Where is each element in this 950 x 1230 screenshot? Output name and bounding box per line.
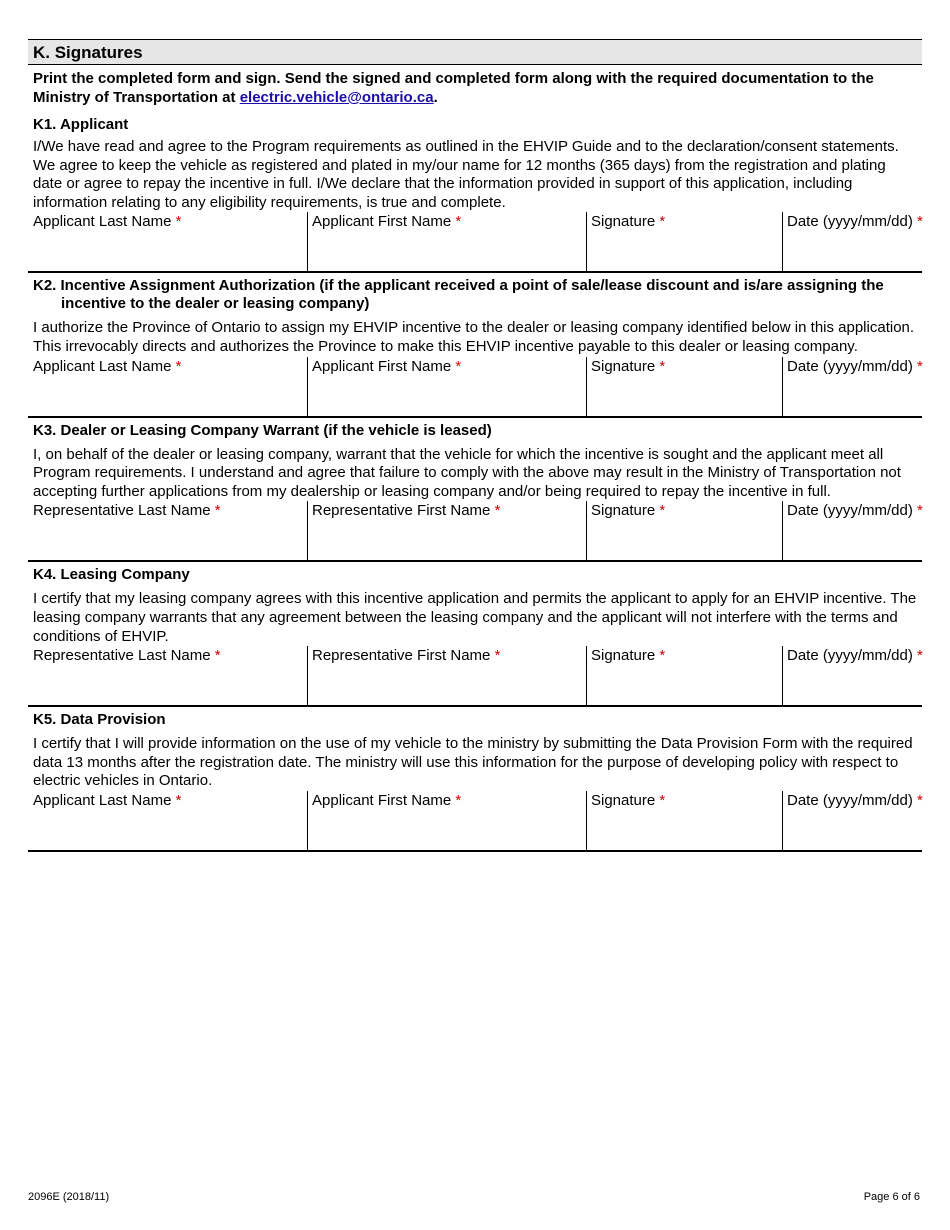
required-mark: * (917, 791, 923, 809)
field-label: Applicant Last Name (33, 213, 172, 231)
field-label: Applicant First Name (312, 357, 452, 375)
k3-signature-field[interactable] (586, 501, 782, 560)
page-number: Page 6 of 6 (863, 1191, 920, 1203)
k5-body: I certify that I will provide information on the use of my vehicle to the ministry by submitting the Data Provision Form with the required data 13 months after the registration date. The ministry will use this information for the purpose of developing policy with respect to electric vehicles in Ontario. (33, 735, 913, 790)
k4-date-field[interactable] (782, 646, 922, 705)
k5-title: K5. Data Provision (33, 711, 166, 729)
k2-body: I authorize the Province of Ontario to assign my EHVIP incentive to the dealer or leasing company identified below in this application. This irrevocably directs and authorizes the Province to make this EHVIP incentive payable to this dealer or leasing company. (33, 319, 915, 355)
field-label: Signature (591, 502, 656, 520)
k5-first-name-field[interactable] (307, 791, 586, 850)
k3-date-field[interactable] (782, 501, 922, 560)
k3-title: K3. Dealer or Leasing Company Warrant (if the vehicle is leased) (33, 421, 492, 439)
k2-last-name-field[interactable] (28, 357, 307, 416)
field-label: Applicant Last Name (33, 357, 172, 375)
k1-first-name-field[interactable] (307, 212, 586, 271)
required-mark: * (659, 213, 666, 231)
form-number: 2096E (2018/11) (28, 1191, 110, 1203)
required-mark: * (917, 647, 923, 665)
field-label: Applicant First Name (312, 791, 452, 809)
field-label: Applicant First Name (312, 213, 452, 231)
intro-instructions (28, 65, 922, 107)
k4-first-name-field[interactable] (307, 646, 586, 705)
k4-title: K4. Leasing Company (33, 566, 190, 584)
k5-signature-field[interactable] (586, 791, 782, 850)
field-label: Representative First Name (312, 502, 491, 520)
intro-end: . (433, 89, 438, 106)
field-label: Representative Last Name (33, 502, 211, 520)
signatures-form (28, 39, 922, 852)
k4-signature-row (28, 646, 922, 707)
k2-signature-row (28, 357, 922, 418)
required-mark: * (494, 502, 501, 520)
field-label: Applicant Last Name (33, 791, 172, 809)
required-mark: * (455, 791, 462, 809)
k1-last-name-field[interactable] (28, 212, 307, 271)
required-mark: * (659, 502, 666, 520)
k2-date-field[interactable] (782, 357, 922, 416)
field-label: Signature (591, 213, 656, 231)
section-title: K. Signatures (28, 39, 922, 65)
k3-last-name-field[interactable] (28, 501, 307, 560)
required-mark: * (175, 357, 182, 375)
k1-body: I/We have read and agree to the Program requirements as outlined in the EHVIP Guide and to the declaration/consent statements. We agree to keep the vehicle as registered and plated in my/our name for 12 months (365 days) from the registration and plating date or agree to repay the incentive in full. I/We declare that the information provided in support of this application, including information relating to any eligibility requirements, is true and complete. (33, 138, 899, 211)
field-label: Signature (591, 647, 656, 665)
required-mark: * (175, 791, 182, 809)
k1-signature-row (28, 212, 922, 273)
k1-date-field[interactable] (782, 212, 922, 271)
k3-body: I, on behalf of the dealer or leasing company, warrant that the vehicle for which the incentive is sought and the applicant meet all Program requirements. I understand and agree that failure to comply with the above may result in the Ministry of Transportation not accepting further applications from my dealership or leasing company and/or being required to repay the incentive in full. (33, 445, 901, 500)
k2-signature-field[interactable] (586, 357, 782, 416)
k2-first-name-field[interactable] (307, 357, 586, 416)
k1-signature-field[interactable] (586, 212, 782, 271)
field-label: Date (yyyy/mm/dd) (787, 647, 913, 665)
field-label: Representative Last Name (33, 647, 211, 665)
required-mark: * (659, 357, 666, 375)
intro-text: Print the completed form and sign. Send the signed and completed form along with the required documentation to the Ministry of Transportation at (33, 70, 874, 106)
required-mark: * (455, 357, 462, 375)
required-mark: * (659, 791, 666, 809)
field-label: Date (yyyy/mm/dd) (787, 357, 913, 375)
field-label: Date (yyyy/mm/dd) (787, 502, 913, 520)
required-mark: * (659, 647, 666, 665)
k5-signature-row (28, 791, 922, 852)
required-mark: * (917, 357, 923, 375)
k3-first-name-field[interactable] (307, 501, 586, 560)
required-mark: * (917, 502, 923, 520)
required-mark: * (494, 647, 501, 665)
required-mark: * (214, 502, 221, 520)
field-label: Signature (591, 791, 656, 809)
k4-last-name-field[interactable] (28, 646, 307, 705)
email-link[interactable]: electric.vehicle@ontario.ca (239, 89, 434, 106)
required-mark: * (917, 213, 923, 231)
k2-title: K2. Incentive Assignment Authorization (if the applicant received a point of sale/lease discount and is/are assigning the incentive to the dealer or leasing company) (33, 277, 884, 313)
field-label: Representative First Name (312, 647, 491, 665)
required-mark: * (175, 213, 182, 231)
k3-signature-row (28, 501, 922, 562)
k5-date-field[interactable] (782, 791, 922, 850)
k5-last-name-field[interactable] (28, 791, 307, 850)
required-mark: * (455, 213, 462, 231)
field-label: Date (yyyy/mm/dd) (787, 791, 913, 809)
k1-title: K1. Applicant (33, 116, 129, 133)
required-mark: * (214, 647, 221, 665)
k4-signature-field[interactable] (586, 646, 782, 705)
field-label: Signature (591, 357, 656, 375)
k4-body: I certify that my leasing company agrees with this incentive application and permits the applicant to apply for an EHVIP incentive. The leasing company warrants that any agreement between the leasing company and the applicant will not interfere with the terms and conditions of EHVIP. (33, 590, 917, 645)
field-label: Date (yyyy/mm/dd) (787, 213, 913, 231)
